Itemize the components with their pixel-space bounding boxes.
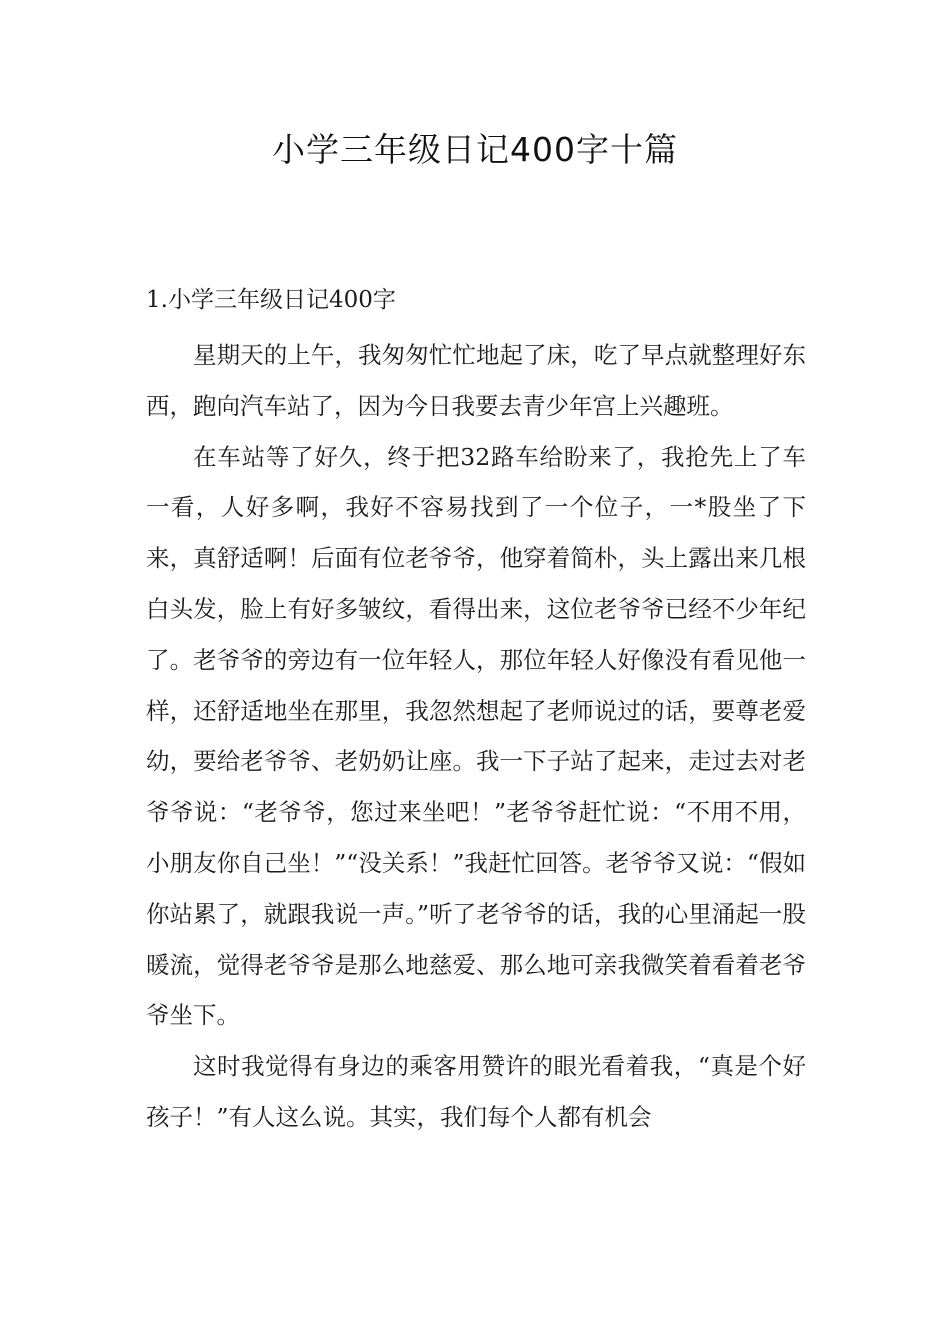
paragraph: 在车站等了好久，终于把32路车给盼来了，我抢先上了车一看，人好多啊，我好不容易找到了一个位子，一*股坐了下来，真舒适啊！后面有位老爷爷，他穿着简朴，头上露出来几根白头发，脸上有好多皱纹，看得出来，这位老爷爷已经不少年纪了。老爷爷的旁边有一位年轻人，那位年轻人好像没有看见他一样，还舒适地坐在那里，我忽然想起了老师说过的话，要尊老爱幼，要给老爷爷、老奶奶让座。我一下子站了起来，走过去对老爷爷说：“老爷爷，您过来坐吧！”老爷爷赶忙说：“不用不用，小朋友你自己坐！”“没关系！”我赶忙回答。老爷爷又说：“假如你站累了，就跟我说一声。”听了老爷爷的话，我的心里涌起一股暖流，觉得老爷爷是那么地慈爱、那么地可亲我微笑着看着老爷爷坐下。: [146, 442, 806, 1030]
paragraph: 这时我觉得有身边的乘客用赞许的眼光看着我，“真是个好孩子！”有人这么说。其实，我们每个人都有机会: [146, 1052, 806, 1131]
paragraph: 星期天的上午，我匆匆忙忙地起了床，吃了早点就整理好东西，跑向汽车站了，因为今日我要去青少年宫上兴趣班。: [146, 341, 806, 420]
document-title: 小学三年级日记400字十篇: [272, 130, 678, 169]
body-text: [146, 330, 806, 1143]
section-heading: 1.小学三年级日记400字: [146, 287, 396, 313]
